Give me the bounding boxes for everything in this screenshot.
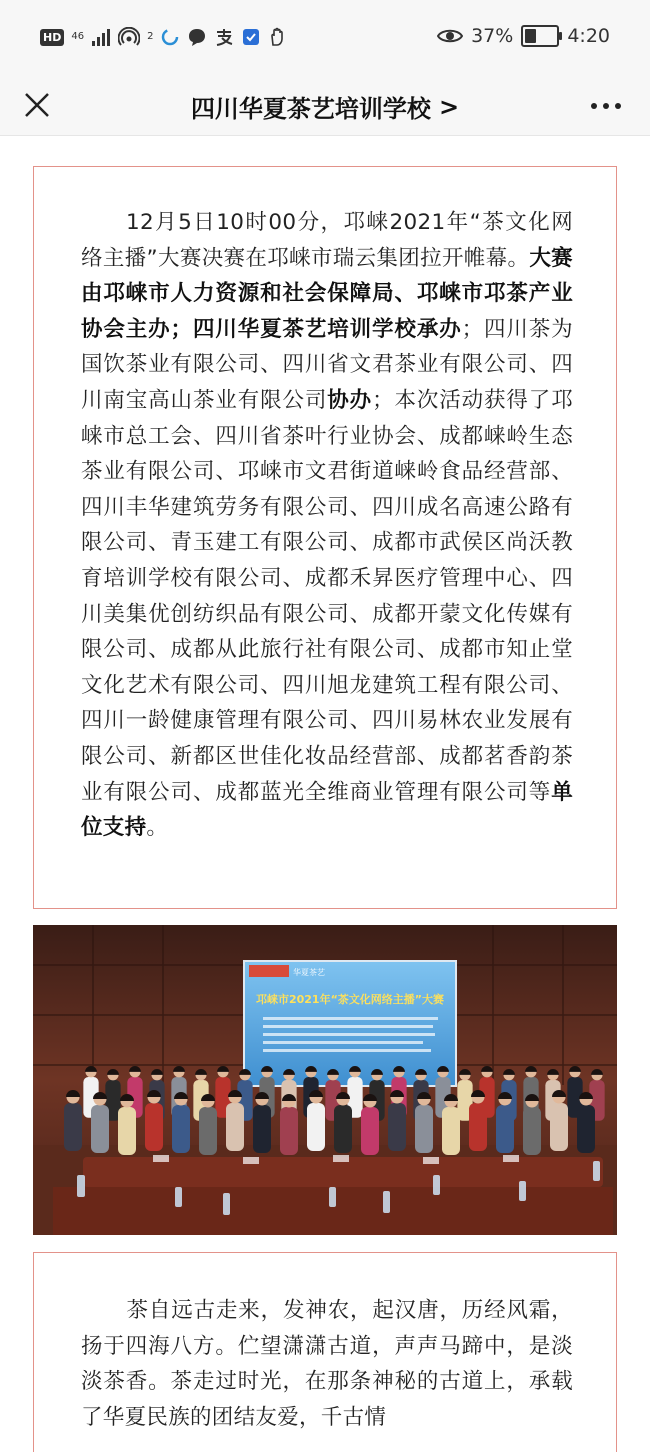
status-bar — [0, 0, 650, 80]
person-body — [577, 1105, 595, 1153]
article-text-box-2 — [33, 1252, 617, 1452]
person-body — [550, 1103, 568, 1151]
person-body — [388, 1103, 406, 1151]
eye-icon — [437, 27, 463, 45]
organizers-text: 大赛由邛崃市人力资源和社会保障局、邛崃市邛茶产业协会主办；四川华夏茶艺培训学校承办 — [81, 245, 573, 342]
app-badge-icon — [241, 27, 261, 47]
person-body — [226, 1103, 244, 1151]
co-organizer-label: 协办 — [327, 387, 373, 413]
person-body — [361, 1107, 379, 1155]
battery-icon — [521, 25, 559, 47]
person-body — [199, 1107, 217, 1155]
paragraph-text: ；四川茶为国饮茶业有限公司、四川省文君茶业有限公司、四川南宝高山茶业有限公司 — [81, 316, 573, 413]
supporters-label: 单位支持 — [81, 779, 573, 841]
screen-logo-text: 华夏茶艺 — [293, 968, 325, 977]
person-body — [91, 1105, 109, 1153]
status-right-icons — [437, 25, 610, 47]
nav-bar — [0, 80, 650, 136]
person-body — [64, 1103, 82, 1151]
status-left-icons — [40, 27, 288, 47]
battery-level — [525, 29, 536, 43]
article-text-box — [33, 166, 617, 909]
person-body — [118, 1107, 136, 1155]
article-paragraph-2 — [81, 1293, 573, 1435]
event-group-photo[interactable] — [33, 925, 617, 1235]
account-title-link[interactable] — [150, 89, 500, 124]
person-body — [172, 1105, 190, 1153]
photo-illustration — [33, 925, 617, 1235]
close-icon[interactable] — [18, 86, 58, 126]
hd-badge: HD — [40, 29, 64, 46]
paragraph-text: 。 — [146, 815, 169, 841]
person-body — [469, 1103, 487, 1151]
screen-banner-title: 邛崃市2021年“茶文化网络主播”大赛 — [255, 993, 445, 1006]
person-body — [253, 1105, 271, 1153]
paragraph-text: ；本次活动获得了邛崃市总工会、四川省茶叶行业协会、成都崃岭生态茶业有限公司、邛崃市文君街道崃岭食品经营部、四川丰华建筑劳务有限公司、四川成名高速公路有限公司、青玉建工有限公司、成都市武侯区尚沃教育培训学校有限公司、成都禾昇医疗管理中心、四川美集优创纺织品有限公司、成都开蒙文化传媒有限公司、成都从此旅行社有限公司、成都市知止堂文化艺术有限公司、四川旭龙建筑工程有限公司、四川一龄健康管理有限公司、四川易林农业发展有限公司、新都区世佳化妆品经营部、成都茗香韵茶业有限公司、成都蓝光全维商业管理有限公司等 — [81, 387, 573, 805]
cell-signal-icon — [91, 28, 111, 46]
person-body — [496, 1105, 514, 1153]
article-paragraph-1 — [81, 205, 573, 846]
person-body — [415, 1105, 433, 1153]
sync-cloud-icon — [160, 27, 180, 47]
paragraph-text: 茶自远古走来，发神农，起汉唐，历经风霜，扬于四海八方。伫望潇潇古道，声声马蹄中，是淡淡茶香。茶走过时光，在那条神秘的古道上，承载了华夏民族的团结友爱，千古情 — [81, 1298, 573, 1430]
person-body — [307, 1103, 325, 1151]
message-icon — [187, 27, 207, 47]
chevron-right-icon: > — [438, 92, 460, 121]
clock: 4:20 — [567, 25, 610, 47]
more-options-icon[interactable] — [586, 88, 626, 124]
person-body — [442, 1107, 460, 1155]
hotspot-count: 2 — [147, 31, 154, 42]
alipay-icon — [214, 27, 234, 47]
hotspot-icon — [118, 27, 140, 47]
person-body — [280, 1107, 298, 1155]
page-title: 四川华夏茶艺培训学校 — [190, 95, 431, 123]
person-body — [145, 1103, 163, 1151]
person-body — [334, 1105, 352, 1153]
paragraph-text: 12月5日10时00分，邛崃2021年“茶文化网络主播”大赛决赛在邛崃市瑞云集团拉开帷幕。 — [81, 210, 573, 271]
battery-percent: 37% — [471, 25, 514, 47]
person-body — [523, 1107, 541, 1155]
network-type: 46 — [71, 31, 85, 42]
hand-icon — [268, 27, 288, 47]
